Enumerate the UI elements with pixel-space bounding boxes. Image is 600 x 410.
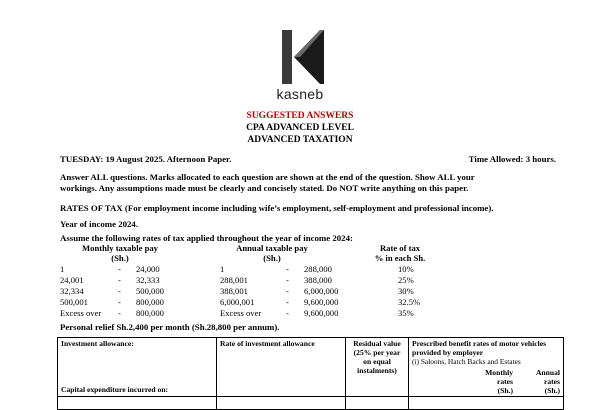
rates-heading: RATES OF TAX (For employment income including wife’s employment, self-employment and professional income). [60, 203, 494, 213]
prescribed-benefit-cell: Prescribed benefit rates of motor vehicles provided by employer (i) Saloons, Hatch Backs and Estates Monthly rates (Sh.) Annual rates (Sh.) [409, 338, 564, 397]
assumption-line: Assume the following rates of tax applied throughout the year of income 2024: [60, 233, 353, 243]
suggested-answers-heading: SUGGESTED ANSWERS [246, 111, 354, 121]
monthly-header: Monthly taxable pay (Sh.) [82, 243, 158, 263]
exam-date-line [60, 154, 560, 165]
tax-row: 1 - 24,000 1 - 288,000 10% [60, 264, 414, 274]
instruction-line: Answer ALL questions. Marks allocated to each question are shown at the end of the question. Show ALL your [60, 172, 475, 182]
kasneb-logo [276, 28, 326, 86]
subject-heading: ADVANCED TAXATION [247, 135, 353, 145]
exam-date: TUESDAY: 19 August 2025. Afternoon Paper. [60, 154, 232, 164]
personal-relief: Personal relief Sh.2,400 per month (Sh.28,800 per annum). [60, 322, 280, 332]
residual-value-cell: Residual value (25% per year on equal instalments) [346, 338, 409, 397]
tax-rows [60, 264, 480, 319]
tax-row: Excess over - 800,000 Excess over - 9,600,000 35% [60, 308, 414, 318]
monthly-rates-header: Monthly rates (Sh.) [485, 368, 513, 395]
level-heading: CPA ADVANCED LEVEL [246, 123, 354, 133]
annual-header: Annual taxable pay (Sh.) [236, 243, 308, 263]
year-of-income: Year of income 2024. [60, 219, 139, 229]
tax-row: 500,001 - 800,000 6,000,001 - 9,600,000 32.5% [60, 297, 421, 307]
investment-allowance-cell: Investment allowance: Capital expenditure incurred on: [58, 338, 217, 397]
annual-rates-header: Annual rates (Sh.) [535, 368, 560, 395]
instruction-line: workings. Any assumptions made must be clearly and concisely stated. Do NOT write anything on this paper. [60, 183, 469, 193]
tax-row: 24,001 - 32,333 288,001 - 388,000 25% [60, 275, 414, 285]
time-allowed: Time Allowed: 3 hours. [468, 154, 556, 164]
rate-header: Rate of tax % in each Sh. [374, 243, 426, 263]
brand-name: kasneb [276, 86, 324, 102]
investment-allowance-table [57, 337, 564, 410]
tax-row: 32,334 - 500,000 388,001 - 6,000,000 30% [60, 286, 414, 296]
rate-of-investment-cell: Rate of investment allowance [217, 338, 346, 397]
instructions [60, 172, 560, 194]
